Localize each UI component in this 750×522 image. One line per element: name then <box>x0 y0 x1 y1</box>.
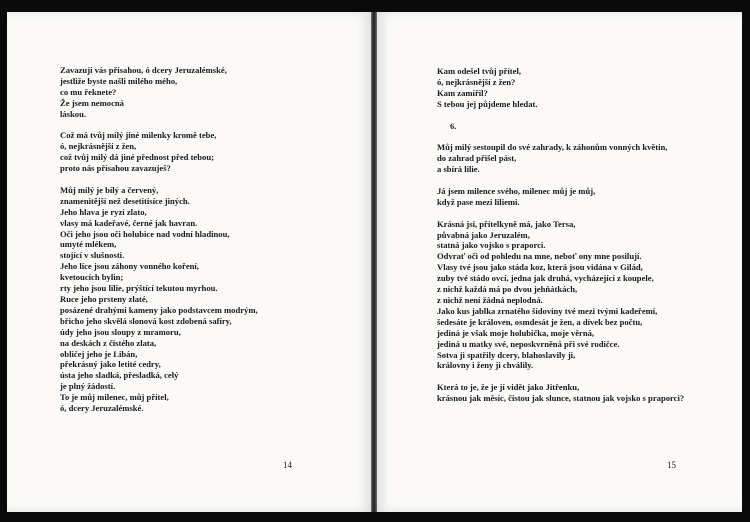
verse-line: umyté mlékem, <box>60 239 117 250</box>
verse-line: ó, dcery Jeruzalémské. <box>60 403 144 414</box>
verse-line: Oči jeho jsou oči holubice nad vodní hladinou, <box>60 228 230 239</box>
page-number-left: 14 <box>283 460 292 470</box>
verse-line: vlasy má kadeřavé, černé jak havran. <box>60 217 198 228</box>
stanza <box>437 382 684 404</box>
verse-line: na deskách z čistého zlata, <box>60 337 157 348</box>
left-page <box>7 12 371 512</box>
verse-line: Zavazuji vás přísahou, ó dcery Jeruzalémské, <box>60 65 227 75</box>
verse-line: z nichž každá má po dvou jehňátkách, <box>437 284 578 295</box>
stanza <box>60 65 258 120</box>
verse-line: ó, nejkrásnější z žen, <box>60 141 137 152</box>
verse-line: Jeho hlava je ryzí zlato, <box>60 206 147 217</box>
section-number: 6. <box>450 120 457 131</box>
verse-line: posázené drahými kameny jako podstavcem modrým, <box>60 304 258 315</box>
verse-line: břicho jeho skvělá slonová kost zdobená safíry, <box>60 315 232 326</box>
verse-line: Což má tvůj milý jiné milenky kromě tebe, <box>60 130 217 141</box>
verse-line: zuby tvé stádo ovcí, jedna jak druhá, vycházející z koupele, <box>437 273 654 284</box>
verse-line: Jako kus jablka zrnatého šídoviny tvé mezi tvými kadeřemi, <box>437 305 658 316</box>
left-page-text <box>60 65 258 425</box>
verse-line: což tvůj milý dá jiné přednost před tebou; <box>60 152 214 163</box>
verse-line: Jeho líce jsou záhony vonného koření, <box>60 261 199 272</box>
verse-line: Ruce jeho prsteny zlaté, <box>60 294 148 304</box>
verse-line: krásnou jak měsíc, čistou jak slunce, statnou jak vojsko s praporci? <box>437 393 685 404</box>
verse-line: S tebou jej půjdeme hledat. <box>437 98 538 109</box>
verse-line: co mu řeknete? <box>60 86 117 97</box>
verse-line: je plný žádostí. <box>60 381 116 392</box>
verse-line: údy jeho jsou sloupy z mramoru, <box>60 326 181 337</box>
verse-line: proto nás přísahou zavazuješ? <box>60 163 171 174</box>
verse-line: kvetoucích bylin; <box>60 272 124 283</box>
verse-line: jediná je však moje holubička, moje věrná, <box>437 327 595 338</box>
verse-line: Krásná jsi, přítelkyně má, jako Tersa, <box>437 218 576 229</box>
verse-line: rty jeho jsou lilie, prýštící tekutou myrhou. <box>60 283 218 294</box>
stanza <box>437 142 684 175</box>
verse-line: šedesáte je královen, osmdesát je žen, a dívek bez počtu, <box>437 316 643 327</box>
verse-line: Vlasy tvé jsou jako stáda koz, která jsou vidána v Gilád, <box>437 262 643 273</box>
verse-line: Můj milý je bílý a červený, <box>60 184 159 195</box>
stanza <box>60 185 258 414</box>
verse-line: Odvrať oči od pohledu na mne, neboť ony mne posilují. <box>437 251 642 262</box>
verse-line: královny i ženy ji chválily. <box>437 360 534 371</box>
verse-line: Sotva ji spatřily dcery, blahoslavily ji, <box>437 349 576 360</box>
stanza <box>437 219 684 372</box>
verse-line: Já jsem milence svého, milenec můj je můj, <box>437 185 596 196</box>
verse-line: půvabná jako Jeruzalém, <box>437 229 530 240</box>
verse-line: ústa jeho sladká, přesladká, celý <box>60 370 179 381</box>
verse-line: jediná u matky své, neposkvrněná při své rodičce. <box>437 338 620 349</box>
verse-line: ó, nejkrásnější z žen? <box>437 76 516 87</box>
verse-line: láskou. <box>60 108 87 119</box>
verse-line: statná jako vojsko s praporci. <box>437 240 546 251</box>
verse-line: Kam odešel tvůj přítel, <box>437 66 522 76</box>
verse-line: obličej jeho je Libán, <box>60 348 138 359</box>
verse-line: když pase mezi liliemi. <box>437 196 520 207</box>
verse-line: znamenitější než desetitisíce jiných. <box>60 195 190 206</box>
page-number-right: 15 <box>667 460 676 470</box>
verse-line: a sbírá lilie. <box>437 164 480 175</box>
verse-line: do zahrad přišel pást, <box>437 153 517 164</box>
verse-line: z nichž není žádná neplodná. <box>437 294 543 305</box>
verse-line: Kam zamířil? <box>437 87 488 98</box>
right-page <box>377 12 742 512</box>
stanza <box>437 186 684 208</box>
stanza <box>60 130 258 174</box>
stanza <box>437 66 684 110</box>
verse-line: stojící v slušnosti. <box>60 250 125 261</box>
verse-line: překrásný jako letité cedry, <box>60 359 161 370</box>
verse-line: Která to je, že je jí vidět jako Jitřenku, <box>437 382 580 393</box>
verse-line: jestliže byste našli milého mého, <box>60 75 178 86</box>
verse-line: Že jsem nemocná <box>60 97 124 108</box>
verse-line: To je můj milenec, můj přítel, <box>60 392 169 403</box>
right-page-text <box>437 66 684 415</box>
verse-line: Můj milý sestoupil do své zahrady, k záhonům vonných květin, <box>437 142 668 153</box>
